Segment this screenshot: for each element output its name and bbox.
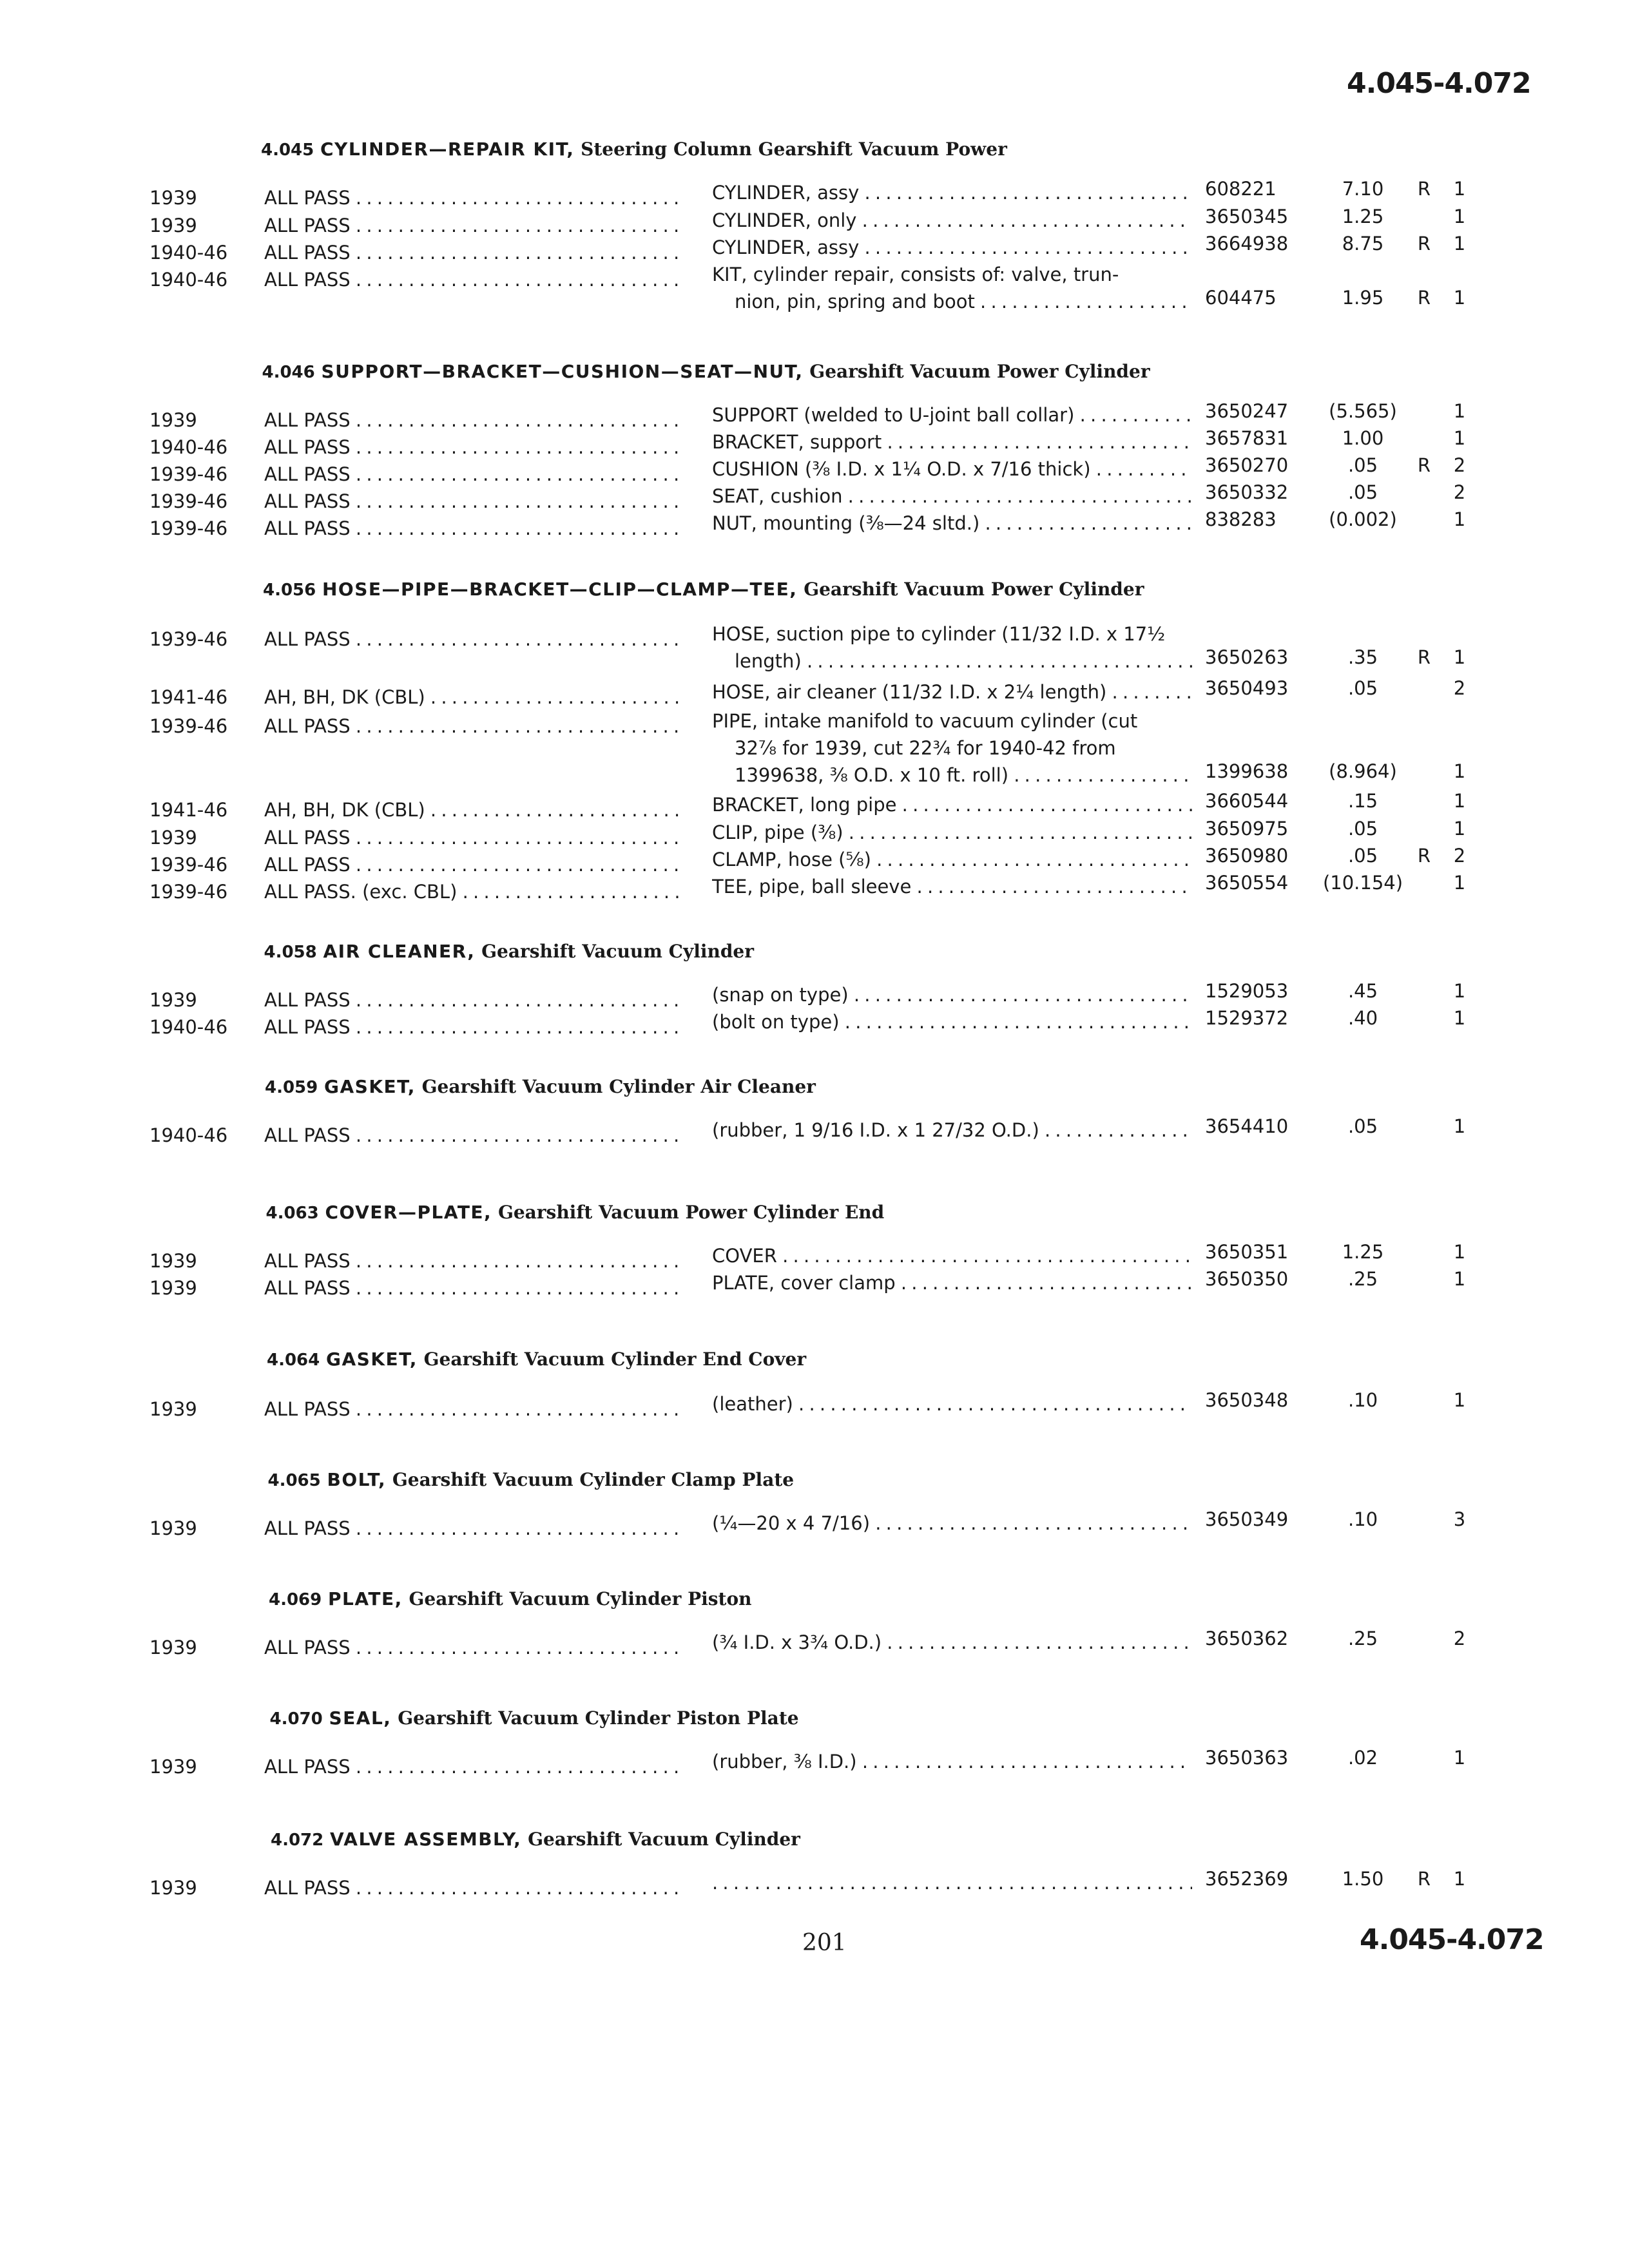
price-cell: .05 xyxy=(1347,454,1378,476)
section-title xyxy=(261,139,1007,160)
section-subtitle: Gearshift Vacuum Cylinder End Cover xyxy=(423,1349,807,1370)
description-cell: PIPE, intake manifold to vacuum cylinder (cut xyxy=(712,710,1138,732)
year-cell: 1939 xyxy=(149,1517,197,1539)
price-cell: .05 xyxy=(1347,481,1378,503)
model-cell: ALL PASS . . . xyxy=(264,269,684,291)
section-title xyxy=(269,1588,752,1610)
quantity-cell: 1 xyxy=(1453,1268,1466,1290)
section-number: 4.065 xyxy=(267,1471,321,1490)
model-cell: ALL PASS . . . xyxy=(264,1877,684,1899)
model-cell: ALL PASS . . . xyxy=(264,715,684,737)
model-cell: AH, BH, DK (CBL) . . . xyxy=(264,686,684,708)
year-cell: 1939 xyxy=(149,827,197,849)
price-cell: .05 xyxy=(1347,818,1378,840)
part-number-cell: 3650349 xyxy=(1205,1508,1289,1530)
price-cell: .02 xyxy=(1347,1747,1378,1769)
section-number: 4.072 xyxy=(271,1831,324,1850)
section-title xyxy=(262,361,1150,382)
model-cell: ALL PASS . . . xyxy=(264,1517,684,1539)
model-cell: ALL PASS . . . xyxy=(264,854,684,876)
section-title xyxy=(268,1469,795,1490)
flag-cell: R xyxy=(1417,1868,1431,1890)
model-cell: ALL PASS . . . xyxy=(264,490,684,512)
description-cell: (rubber, 1 9/16 I.D. x 1 27/32 O.D.) . . . xyxy=(712,1119,1192,1141)
model-cell: ALL PASS . . . xyxy=(264,1250,684,1272)
description-cell: PLATE, cover clamp . . . xyxy=(712,1272,1192,1294)
year-cell: 1939-46 xyxy=(149,628,228,650)
price-cell: 8.75 xyxy=(1342,233,1384,255)
part-number-cell: 3664938 xyxy=(1205,233,1289,255)
part-row xyxy=(0,1747,1629,1784)
section-subtitle: Gearshift Vacuum Power Cylinder End xyxy=(497,1202,885,1223)
part-number-cell: 608221 xyxy=(1205,178,1277,200)
description-cell: (¾ I.D. x 3¾ O.D.) . . . xyxy=(712,1631,1192,1653)
year-cell: 1940-46 xyxy=(149,436,228,458)
year-cell: 1939-46 xyxy=(149,517,228,539)
section-title xyxy=(264,941,755,962)
description-cell: CYLINDER, assy . . . xyxy=(712,182,1192,204)
section-main-title: HOSE—PIPE—BRACKET—CLIP—CLAMP—TEE, xyxy=(322,579,798,600)
part-number-cell: 3650270 xyxy=(1205,454,1289,476)
section-number: 4.063 xyxy=(265,1204,319,1223)
year-cell: 1939 xyxy=(149,1637,197,1658)
section-main-title: AIR CLEANER, xyxy=(323,941,476,962)
part-number-cell: 3650348 xyxy=(1205,1389,1289,1411)
part-row xyxy=(0,1508,1629,1546)
price-cell: .10 xyxy=(1347,1389,1378,1411)
page-code-bottom: 4.045-4.072 xyxy=(1360,1923,1544,1956)
flag-cell: R xyxy=(1417,845,1431,867)
section-main-title: SUPPORT—BRACKET—CUSHION—SEAT—NUT, xyxy=(321,361,804,382)
model-cell: ALL PASS . . . xyxy=(264,242,684,264)
model-cell: ALL PASS . . . xyxy=(264,1016,684,1038)
description-continued: nion, pin, spring and boot . . . xyxy=(735,291,1192,312)
part-row xyxy=(0,1115,1629,1153)
description-cell: HOSE, suction pipe to cylinder (11/32 I.D. x 17½ xyxy=(712,623,1166,645)
section-subtitle: Gearshift Vacuum Cylinder Clamp Plate xyxy=(392,1469,795,1490)
year-cell: 1939-46 xyxy=(149,490,228,512)
part-number-cell: 3650554 xyxy=(1205,872,1289,894)
year-cell: 1939 xyxy=(149,215,197,236)
price-cell: (10.154) xyxy=(1322,872,1403,894)
flag-cell: R xyxy=(1417,178,1431,200)
section-subtitle: Steering Column Gearshift Vacuum Power xyxy=(581,139,1007,160)
year-cell: 1939 xyxy=(149,989,197,1011)
year-cell: 1939 xyxy=(149,1250,197,1272)
description-cell: BRACKET, support . . . xyxy=(712,431,1192,453)
part-number-cell: 604475 xyxy=(1205,287,1277,309)
description-cell: (snap on type) . . . xyxy=(712,984,1192,1006)
part-number-cell: 3650362 xyxy=(1205,1628,1289,1649)
quantity-cell: 1 xyxy=(1453,1115,1466,1137)
description-cell: CYLINDER, only . . . xyxy=(712,209,1192,231)
price-cell: 1.95 xyxy=(1342,287,1384,309)
model-cell: ALL PASS . . . xyxy=(264,463,684,485)
price-cell: (5.565) xyxy=(1329,400,1397,422)
section-subtitle: Gearshift Vacuum Cylinder Piston xyxy=(409,1588,752,1610)
part-number-cell: 3650332 xyxy=(1205,481,1289,503)
year-cell: 1939 xyxy=(149,187,197,209)
section-title xyxy=(266,1202,885,1223)
quantity-cell: 1 xyxy=(1453,760,1466,782)
quantity-cell: 1 xyxy=(1453,646,1466,668)
part-number-cell: 3650345 xyxy=(1205,206,1289,227)
description-cell: NUT, mounting (⅜—24 sltd.) . . . xyxy=(712,512,1192,534)
part-row xyxy=(0,1007,1629,1044)
year-cell: 1939 xyxy=(149,1398,197,1420)
description-cell: CLAMP, hose (⅝) . . . xyxy=(712,849,1192,870)
year-cell: 1939-46 xyxy=(149,854,228,876)
year-cell: 1940-46 xyxy=(149,242,228,264)
year-cell: 1940-46 xyxy=(149,1016,228,1038)
quantity-cell: 2 xyxy=(1453,454,1466,476)
part-number-cell: 3652369 xyxy=(1205,1868,1289,1890)
section-title xyxy=(270,1707,799,1729)
part-number-cell: 3660544 xyxy=(1205,790,1289,812)
description-cell: TEE, pipe, ball sleeve . . . xyxy=(712,876,1192,898)
section-title xyxy=(263,579,1144,600)
flag-cell: R xyxy=(1417,233,1431,255)
part-number-cell: 3650351 xyxy=(1205,1241,1289,1263)
year-cell: 1939-46 xyxy=(149,715,228,737)
section-main-title: VALVE ASSEMBLY, xyxy=(330,1829,522,1850)
quantity-cell: 1 xyxy=(1453,287,1466,309)
year-cell: 1939-46 xyxy=(149,881,228,903)
model-cell: ALL PASS . . . xyxy=(264,1277,684,1299)
description-cell: SUPPORT (welded to U-joint ball collar) . . . xyxy=(712,404,1192,426)
price-cell: 1.25 xyxy=(1342,1241,1384,1263)
section-number: 4.046 xyxy=(262,363,315,382)
quantity-cell: 1 xyxy=(1453,178,1466,200)
description-cell: BRACKET, long pipe . . . xyxy=(712,794,1192,816)
year-cell: 1939 xyxy=(149,1877,197,1899)
year-cell: 1941-46 xyxy=(149,686,228,708)
part-row xyxy=(0,710,1629,786)
description-cell: (rubber, ⅜ I.D.) . . . xyxy=(712,1751,1192,1773)
part-number-cell: 1399638 xyxy=(1205,760,1289,782)
model-cell: ALL PASS . . . xyxy=(264,827,684,849)
price-cell: .15 xyxy=(1347,790,1378,812)
flag-cell: R xyxy=(1417,646,1431,668)
section-title xyxy=(271,1829,800,1850)
section-number: 4.045 xyxy=(261,140,314,160)
part-row xyxy=(0,1389,1629,1427)
section-number: 4.069 xyxy=(269,1590,322,1610)
price-cell: 1.25 xyxy=(1342,206,1384,227)
section-subtitle: Gearshift Vacuum Cylinder xyxy=(481,941,754,962)
quantity-cell: 2 xyxy=(1453,845,1466,867)
price-cell: (0.002) xyxy=(1329,508,1397,530)
description-cell: (leather) . . . xyxy=(712,1393,1192,1415)
section-title xyxy=(265,1076,816,1097)
price-cell: .05 xyxy=(1347,845,1378,867)
page-number: 201 xyxy=(802,1930,847,1956)
section-main-title: GASKET, xyxy=(324,1076,416,1097)
quantity-cell: 1 xyxy=(1453,980,1466,1002)
part-row xyxy=(0,623,1629,672)
model-cell: ALL PASS . . . xyxy=(264,517,684,539)
model-cell: ALL PASS . . . xyxy=(264,187,684,209)
part-number-cell: 1529372 xyxy=(1205,1007,1289,1029)
year-cell: 1939-46 xyxy=(149,463,228,485)
price-cell: .45 xyxy=(1347,980,1378,1002)
part-row xyxy=(0,264,1629,312)
page-code-top: 4.045-4.072 xyxy=(1347,67,1531,100)
year-cell: 1941-46 xyxy=(149,799,228,821)
description-continued: length) . . . xyxy=(735,650,1192,672)
quantity-cell: 1 xyxy=(1453,790,1466,812)
part-number-cell: 838283 xyxy=(1205,508,1277,530)
price-cell: 1.50 xyxy=(1342,1868,1384,1890)
section-number: 4.056 xyxy=(263,581,316,600)
section-number: 4.064 xyxy=(267,1350,320,1370)
quantity-cell: 1 xyxy=(1453,508,1466,530)
description-continued: 32⅞ for 1939, cut 22¾ for 1940-42 from xyxy=(735,737,1116,759)
flag-cell: R xyxy=(1417,454,1431,476)
part-number-cell: 3650493 xyxy=(1205,677,1289,699)
quantity-cell: 1 xyxy=(1453,818,1466,840)
year-cell: 1939 xyxy=(149,1277,197,1299)
quantity-cell: 1 xyxy=(1453,1007,1466,1029)
description-cell: KIT, cylinder repair, consists of: valve, trun- xyxy=(712,264,1119,285)
price-cell: .40 xyxy=(1347,1007,1378,1029)
description-cell: CLIP, pipe (⅜) . . . xyxy=(712,822,1192,843)
description-cell xyxy=(712,1872,1192,1894)
section-subtitle: Gearshift Vacuum Cylinder Air Cleaner xyxy=(421,1076,816,1097)
description-cell: COVER . . . xyxy=(712,1245,1192,1267)
quantity-cell: 1 xyxy=(1453,1389,1466,1411)
price-cell: .05 xyxy=(1347,1115,1378,1137)
section-main-title: GASKET, xyxy=(326,1349,418,1370)
quantity-cell: 2 xyxy=(1453,1628,1466,1649)
section-subtitle: Gearshift Vacuum Power Cylinder xyxy=(809,361,1150,382)
part-row xyxy=(0,1628,1629,1665)
model-cell: ALL PASS . . . xyxy=(264,1756,684,1778)
description-cell: CYLINDER, assy . . . xyxy=(712,236,1192,258)
description-cell: CUSHION (⅜ I.D. x 1¼ O.D. x 7/16 thick) . . . xyxy=(712,458,1192,480)
quantity-cell: 1 xyxy=(1453,1747,1466,1769)
year-cell: 1939 xyxy=(149,409,197,431)
description-cell: SEAT, cushion . . . xyxy=(712,485,1192,507)
model-cell: ALL PASS . . . xyxy=(264,989,684,1011)
description-continued: 1399638, ⅜ O.D. x 10 ft. roll) . . . xyxy=(735,764,1192,786)
quantity-cell: 2 xyxy=(1453,481,1466,503)
quantity-cell: 1 xyxy=(1453,872,1466,894)
model-cell: ALL PASS . . . xyxy=(264,409,684,431)
flag-cell: R xyxy=(1417,287,1431,309)
part-number-cell: 3657831 xyxy=(1205,427,1289,449)
price-cell: .05 xyxy=(1347,677,1378,699)
description-cell: HOSE, air cleaner (11/32 I.D. x 2¼ length) . . . xyxy=(712,681,1192,703)
model-cell: ALL PASS . . . xyxy=(264,1398,684,1420)
quantity-cell: 1 xyxy=(1453,400,1466,422)
part-number-cell: 3650263 xyxy=(1205,646,1289,668)
model-cell: ALL PASS . . . xyxy=(264,436,684,458)
quantity-cell: 1 xyxy=(1453,233,1466,255)
quantity-cell: 1 xyxy=(1453,427,1466,449)
quantity-cell: 1 xyxy=(1453,1868,1466,1890)
price-cell: 1.00 xyxy=(1342,427,1384,449)
quantity-cell: 3 xyxy=(1453,1508,1466,1530)
part-number-cell: 3650980 xyxy=(1205,845,1289,867)
section-main-title: CYLINDER—REPAIR KIT, xyxy=(320,139,575,160)
model-cell: ALL PASS. (exc. CBL) . . . xyxy=(264,881,684,903)
section-main-title: PLATE, xyxy=(328,1588,403,1610)
model-cell: AH, BH, DK (CBL) . . . xyxy=(264,799,684,821)
model-cell: ALL PASS . . . xyxy=(264,628,684,650)
model-cell: ALL PASS . . . xyxy=(264,1124,684,1146)
part-number-cell: 3650247 xyxy=(1205,400,1289,422)
part-number-cell: 1529053 xyxy=(1205,980,1289,1002)
quantity-cell: 1 xyxy=(1453,1241,1466,1263)
price-cell: .25 xyxy=(1347,1628,1378,1649)
year-cell: 1939 xyxy=(149,1756,197,1778)
part-number-cell: 3654410 xyxy=(1205,1115,1289,1137)
section-main-title: SEAL, xyxy=(329,1707,392,1729)
model-cell: ALL PASS . . . xyxy=(264,1637,684,1658)
part-row xyxy=(0,1268,1629,1305)
part-number-cell: 3650363 xyxy=(1205,1747,1289,1769)
quantity-cell: 1 xyxy=(1453,206,1466,227)
year-cell: 1940-46 xyxy=(149,1124,228,1146)
description-cell: (¼—20 x 4 7/16) . . . xyxy=(712,1512,1192,1534)
part-row xyxy=(0,1868,1629,1905)
part-number-cell: 3650975 xyxy=(1205,818,1289,840)
price-cell: .10 xyxy=(1347,1508,1378,1530)
price-cell: .25 xyxy=(1347,1268,1378,1290)
part-row xyxy=(0,508,1629,546)
section-number: 4.070 xyxy=(269,1709,323,1729)
price-cell: 7.10 xyxy=(1342,178,1384,200)
price-cell: (8.964) xyxy=(1329,760,1397,782)
section-number: 4.059 xyxy=(265,1078,318,1097)
section-main-title: BOLT, xyxy=(327,1469,387,1490)
section-title xyxy=(267,1349,806,1370)
section-number: 4.058 xyxy=(264,943,317,962)
section-subtitle: Gearshift Vacuum Power Cylinder xyxy=(804,579,1144,600)
description-cell: (bolt on type) . . . xyxy=(712,1011,1192,1033)
price-cell: .35 xyxy=(1347,646,1378,668)
section-main-title: COVER—PLATE, xyxy=(325,1202,492,1223)
model-cell: ALL PASS . . . xyxy=(264,215,684,236)
year-cell: 1940-46 xyxy=(149,269,228,291)
part-row xyxy=(0,872,1629,909)
section-subtitle: Gearshift Vacuum Cylinder xyxy=(528,1829,800,1850)
quantity-cell: 2 xyxy=(1453,677,1466,699)
section-subtitle: Gearshift Vacuum Cylinder Piston Plate xyxy=(398,1707,799,1729)
part-number-cell: 3650350 xyxy=(1205,1268,1289,1290)
